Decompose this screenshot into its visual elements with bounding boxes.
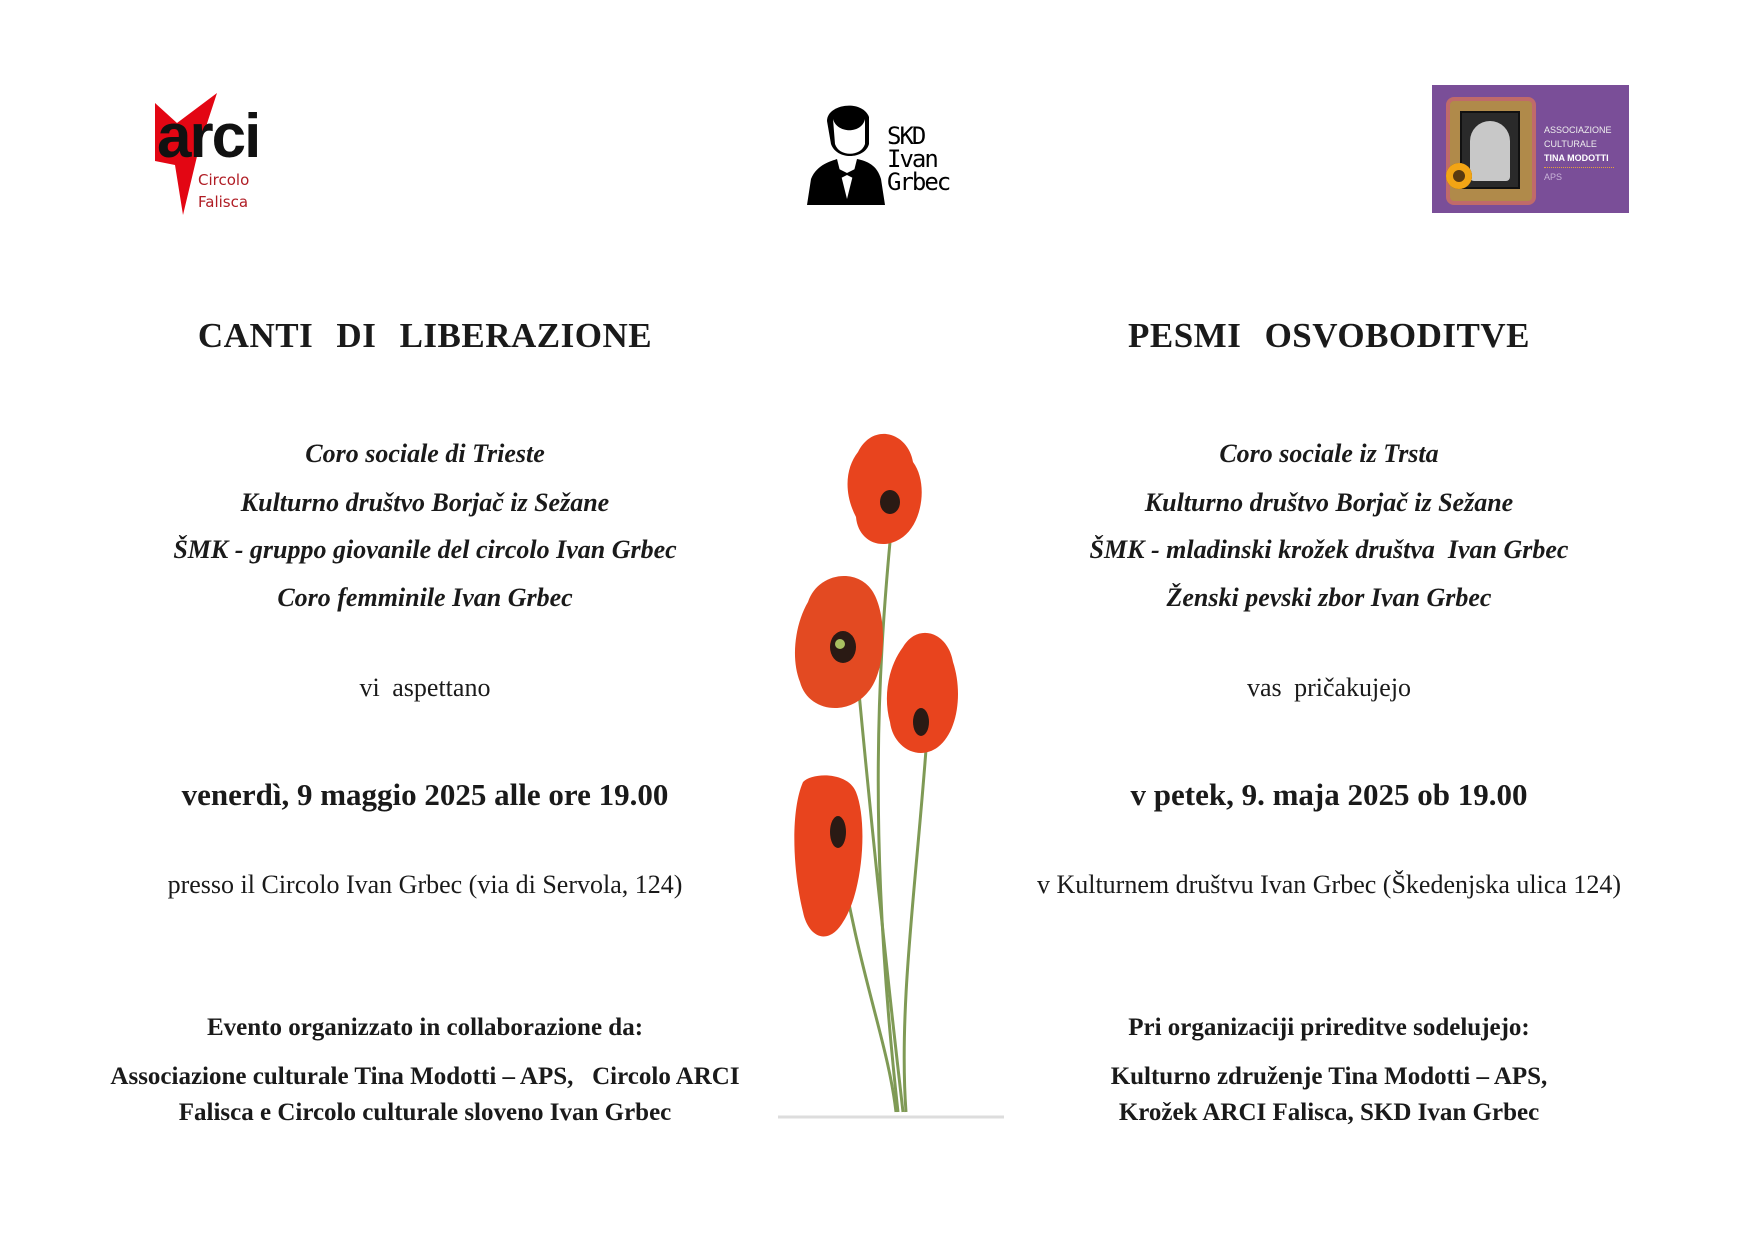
slovenian-organizers-line2: Krožek ARCI Falisca, SKD Ivan Grbec <box>1118 1099 1540 1126</box>
skd-logo <box>807 99 977 209</box>
italian-organizers-line1: Associazione culturale Tina Modotti – APS, Circolo ARCI <box>110 1063 740 1090</box>
italian-venue: presso il Circolo Ivan Grbec (via di Servola, 124) <box>167 870 683 899</box>
man-silhouette-icon <box>807 99 887 205</box>
poppy-flower-icon <box>887 633 958 753</box>
arci-logo <box>155 93 295 218</box>
slovenian-date: v petek, 9. maja 2025 ob 19.00 <box>1130 777 1528 812</box>
italian-title: CANTI DI LIBERAZIONE <box>197 316 653 355</box>
arci-circolo: Circolo <box>198 171 250 189</box>
italian-date: venerdì, 9 maggio 2025 alle ore 19.00 <box>181 777 669 812</box>
sunflower-icon <box>1446 163 1472 189</box>
italian-performer: Coro sociale di Trieste <box>305 439 545 468</box>
slovenian-performer: Ženski pevski zbor Ivan Grbec <box>1166 583 1492 612</box>
tina-modotti-logo <box>1432 85 1629 213</box>
poppies-illustration <box>778 422 1004 1122</box>
skd-ivan: Ivan <box>887 145 937 173</box>
arci-wordmark: arci <box>157 102 260 171</box>
tina-line3: TINA MODOTTI <box>1544 153 1609 163</box>
italian-performer: Coro femminile Ivan Grbec <box>277 583 573 612</box>
slovenian-organizers-heading: Pri organizaciji prireditve sodelujejo: <box>1128 1014 1530 1041</box>
slovenian-venue: v Kulturnem društvu Ivan Grbec (Škedenjska ulica 124) <box>1036 870 1622 899</box>
skd-grbec: Grbec <box>887 168 950 196</box>
italian-organizers-heading: Evento organizzato in collaborazione da: <box>206 1014 644 1041</box>
portrait-icon <box>1470 121 1510 181</box>
poppy-flower-icon <box>795 576 883 708</box>
tina-line4: APS <box>1544 172 1563 182</box>
slovenian-performer: Coro sociale iz Trsta <box>1219 439 1439 468</box>
skd-text: SKD <box>887 122 925 150</box>
slovenian-title: PESMI OSVOBODITVE <box>1127 316 1530 355</box>
tina-line1: ASSOCIAZIONE <box>1544 125 1612 135</box>
italian-performer: Kulturno društvo Borjač iz Sežane <box>240 488 610 517</box>
italian-performer: ŠMK - gruppo giovanile del circolo Ivan Grbec <box>173 535 677 564</box>
slovenian-performer: Kulturno društvo Borjač iz Sežane <box>1144 488 1514 517</box>
portrait-frame <box>1446 97 1536 205</box>
slovenian-invite: vas pričakujejo <box>1246 673 1412 702</box>
slovenian-performer: ŠMK - mladinski krožek društva Ivan Grbec <box>1089 535 1569 564</box>
italian-organizers-line2: Falisca e Circolo culturale sloveno Ivan Grbec <box>178 1099 672 1126</box>
arci-falisca: Falisca <box>198 193 249 211</box>
poppy-flower-icon <box>848 434 922 544</box>
italian-invite: vi aspettano <box>359 673 491 702</box>
tina-line2: CULTURALE <box>1544 139 1597 149</box>
slovenian-organizers-line1: Kulturno združenje Tina Modotti – APS, <box>1110 1063 1548 1090</box>
